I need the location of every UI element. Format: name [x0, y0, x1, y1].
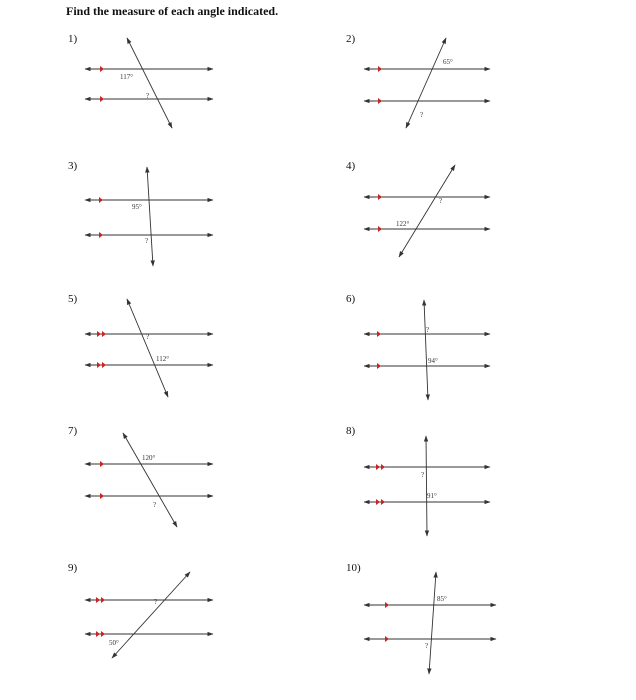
figure-5: [85, 299, 213, 397]
problem-number-5: 5): [68, 293, 78, 305]
problem-number-7: 7): [68, 425, 78, 437]
parallel-marker: [100, 66, 104, 102]
parallel-marker: [377, 331, 381, 369]
unknown-angle-label: ?: [146, 92, 150, 100]
figure-4: [364, 165, 490, 257]
problem-number-2: 2): [346, 33, 356, 45]
given-angle-label: 94°: [428, 357, 438, 365]
unknown-angle-label: ?: [426, 326, 430, 334]
problem-number-3: 3): [68, 160, 78, 172]
parallel-marker: [97, 331, 106, 368]
unknown-angle-label: ?: [154, 598, 158, 606]
worksheet-title: Find the measure of each angle indicated.: [66, 4, 279, 18]
parallel-marker: [385, 602, 389, 642]
given-angle-label: 112°: [156, 355, 170, 363]
given-angle-label: 117°: [120, 73, 134, 81]
parallel-marker: [100, 461, 104, 499]
given-angle-label: 122°: [396, 220, 410, 228]
unknown-angle-label: ?: [425, 642, 429, 650]
problem-number-10: 10): [346, 562, 361, 574]
given-angle-label: 120°: [142, 454, 156, 462]
problem-number-8: 8): [346, 425, 356, 437]
given-angle-label: 91°: [427, 492, 437, 500]
unknown-angle-label: ?: [421, 471, 425, 479]
problem-number-9: 9): [68, 562, 78, 574]
given-angle-label: 65°: [443, 58, 453, 66]
parallel-marker: [378, 194, 382, 232]
unknown-angle-label: ?: [153, 501, 157, 509]
problem-number-4: 4): [346, 160, 356, 172]
figure-6: [364, 300, 490, 400]
parallel-marker: [376, 464, 385, 505]
parallel-marker: [378, 66, 382, 104]
given-angle-label: 95°: [132, 203, 142, 211]
figure-10: [364, 572, 496, 674]
unknown-angle-label: ?: [146, 333, 150, 341]
figure-8: [364, 436, 490, 536]
problem-number-6: 6): [346, 293, 356, 305]
given-angle-label: 50°: [109, 639, 119, 647]
figure-7: [85, 433, 213, 527]
figure-2: [364, 38, 490, 128]
given-angle-label: 85°: [437, 595, 447, 603]
unknown-angle-label: ?: [145, 237, 149, 245]
unknown-angle-label: ?: [420, 111, 424, 119]
figure-3: [85, 167, 213, 266]
figure-9: [85, 572, 213, 658]
parallel-marker: [96, 597, 105, 637]
problem-number-1: 1): [68, 33, 78, 45]
figure-1: [85, 38, 213, 128]
parallel-marker: [99, 197, 103, 238]
unknown-angle-label: ?: [439, 197, 443, 205]
